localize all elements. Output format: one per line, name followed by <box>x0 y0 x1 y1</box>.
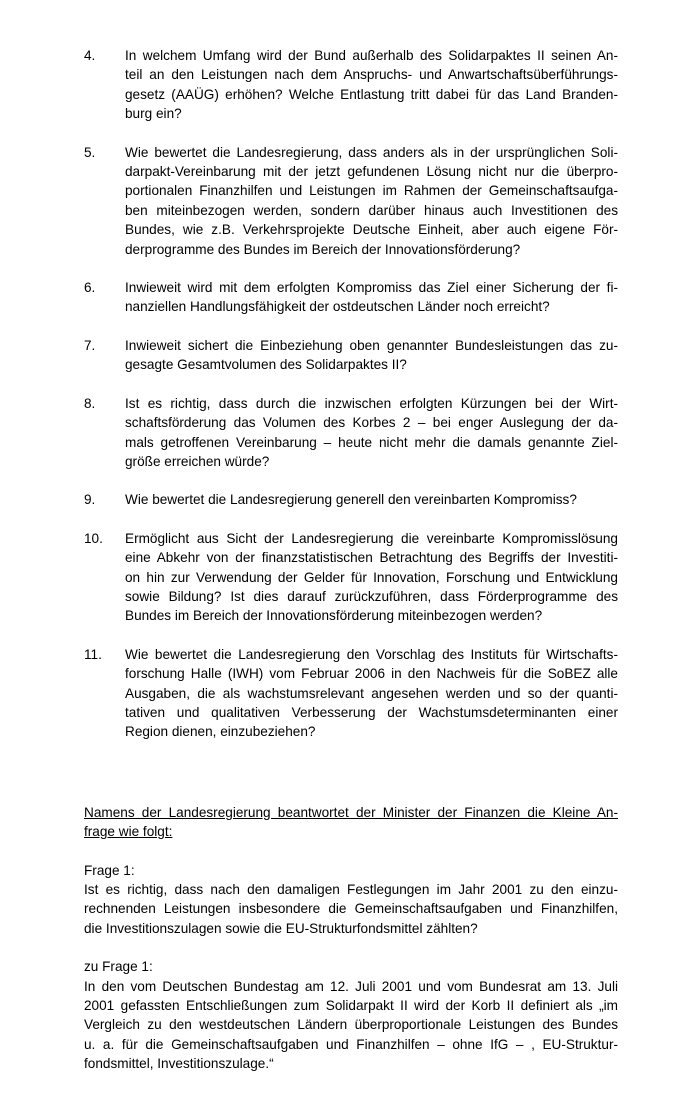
question-line: Ausgaben, die als wachstumsrelevant angesehen werden und so der quanti- <box>125 685 618 701</box>
question-line: gesetz (AAÜG) erhöhen? Welche Entlastung tritt dabei für das Land Branden- <box>125 86 618 102</box>
question-line: mals getroffenen Vereinbarung – heute nicht mehr die damals genannte Ziel- <box>125 434 618 450</box>
frage-1-block <box>84 861 618 939</box>
answer-heading-line: frage wie folgt: <box>84 824 173 840</box>
zu-frage-1-line: Vergleich zu den westdeutschen Ländern überproportionale Leistungen des Bundes <box>84 1017 618 1033</box>
question-number: 9. <box>84 492 96 508</box>
question-line: teil an den Leistungen nach dem Anspruchs- und Anwartschaftsüberführungs- <box>125 67 618 83</box>
answer-heading-line: Namens der Landesregierung beantwortet der Minister der Finanzen die Kleine An- <box>84 804 618 820</box>
question-line: Wie bewertet die Landesregierung den Vorschlag des Instituts für Wirtschafts- <box>125 646 618 662</box>
question-number: 7. <box>84 337 96 353</box>
question-line: gesagte Gesamtvolumen des Solidarpaktes II? <box>125 357 407 373</box>
question-line: Wie bewertet die Landesregierung generell den vereinbarten Kompromiss? <box>125 492 577 508</box>
question-line: Region dienen, einzubeziehen? <box>125 724 316 740</box>
question-text <box>125 336 618 375</box>
question-number: 8. <box>84 395 96 411</box>
frage-1-label: Frage 1: <box>84 862 135 878</box>
question-number: 5. <box>84 144 96 160</box>
question-text <box>125 490 618 509</box>
question-line: on hin zur Verwendung der Gelder für Innovation, Forschung und Entwicklung <box>125 569 618 585</box>
question-text <box>125 278 618 317</box>
document-page <box>84 46 618 1093</box>
question-item <box>84 143 618 259</box>
question-item <box>84 529 618 626</box>
section-spacer <box>84 761 618 803</box>
frage-1-line: rechnenden Leistungen insbesondere die Gemeinschaftsaufgaben und Finanzhilfen, <box>84 901 618 917</box>
question-line: derprogramme des Bundes im Bereich der Innovationsförderung? <box>125 241 521 257</box>
question-text <box>125 529 618 626</box>
question-line: In welchem Umfang wird der Bund außerhalb des Solidarpaktes II seinen An- <box>125 48 618 63</box>
question-line: schaftsförderung das Volumen des Korbes 2 – bei enger Auslegung der da- <box>125 415 618 431</box>
question-item <box>84 490 618 509</box>
question-line: Ermöglicht aus Sicht der Landesregierung die vereinbarte Kompromisslösung <box>125 530 618 546</box>
question-text <box>125 143 618 259</box>
question-text <box>125 645 618 742</box>
question-item <box>84 336 618 375</box>
question-line: portionalen Finanzhilfen und Leistungen im Rahmen der Gemeinschaftsaufga- <box>125 183 618 199</box>
question-line: eine Abkehr von der finanzstatistischen Betrachtung des Begriffs der Investiti- <box>125 550 618 566</box>
question-line: Ist es richtig, dass durch die inzwischen erfolgten Kürzungen bei der Wirt- <box>125 395 618 411</box>
question-line: tativen und qualitativen Verbesserung der Wachstumsdeterminanten einer <box>125 704 618 720</box>
question-line: Inwieweit sichert die Einbeziehung oben genannter Bundesleistungen das zu- <box>125 337 618 353</box>
question-item <box>84 278 618 317</box>
question-line: größe erreichen würde? <box>125 453 270 469</box>
zu-frage-1-line: fondsmittel, Investitionszulage.“ <box>84 1056 274 1072</box>
frage-1-line: die Investitionszulagen sowie die EU-Strukturfondsmittel zählten? <box>84 920 478 936</box>
question-number: 11. <box>84 646 102 662</box>
zu-frage-1-line: u. a. für die Gemeinschaftsaufgaben und Finanzhilfen – ohne IfG – , EU-Struktur- <box>84 1036 618 1052</box>
question-line: darpakt-Vereinbarung mit der jetzt gefundenen Lösung nicht nur die überpro- <box>125 164 618 180</box>
answer-heading <box>84 803 618 842</box>
question-item <box>84 394 618 472</box>
question-line: burg ein? <box>125 106 182 122</box>
question-line: ben miteinbezogen werden, sondern darüber hinaus auch Investitionen des <box>125 202 618 218</box>
question-number: 4. <box>84 48 96 63</box>
question-text <box>125 394 618 472</box>
zu-frage-1-block <box>84 957 618 1073</box>
question-line: Bundes im Bereich der Innovationsförderung miteinbezogen werden? <box>125 608 543 624</box>
question-line: Wie bewertet die Landesregierung, dass anders als in der ursprünglichen Soli- <box>125 144 618 160</box>
question-text <box>125 46 618 124</box>
question-line: nanziellen Handlungsfähigkeit der ostdeutschen Länder noch erreicht? <box>125 299 550 315</box>
question-line: Bundes, wie z.B. Verkehrsprojekte Deutsche Einheit, aber auch eigene För- <box>125 222 618 238</box>
frage-1-line: Ist es richtig, dass nach den damaligen Festlegungen im Jahr 2001 zu den einzu- <box>84 882 618 897</box>
question-line: sowie Bildung? Ist dies darauf zurückzuführen, dass Förderprogramme des <box>125 588 618 604</box>
question-number: 6. <box>84 280 96 296</box>
zu-frage-1-line: In den vom Deutschen Bundestag am 12. Juli 2001 und vom Bundesrat am 13. Juli <box>84 978 618 994</box>
question-line: forschung Halle (IWH) vom Februar 2006 in den Nachweis für die SoBEZ alle <box>125 666 618 682</box>
question-list <box>84 46 618 742</box>
question-item <box>84 46 618 124</box>
question-line: Inwieweit wird mit dem erfolgten Kompromiss das Ziel einer Sicherung der fi- <box>125 280 618 296</box>
zu-frage-1-label: zu Frage 1: <box>84 959 153 975</box>
question-item <box>84 645 618 742</box>
question-number: 10. <box>84 530 103 546</box>
zu-frage-1-line: 2001 gefassten Entschließungen zum Solidarpakt II wird der Korb II definiert als „im <box>84 998 618 1014</box>
